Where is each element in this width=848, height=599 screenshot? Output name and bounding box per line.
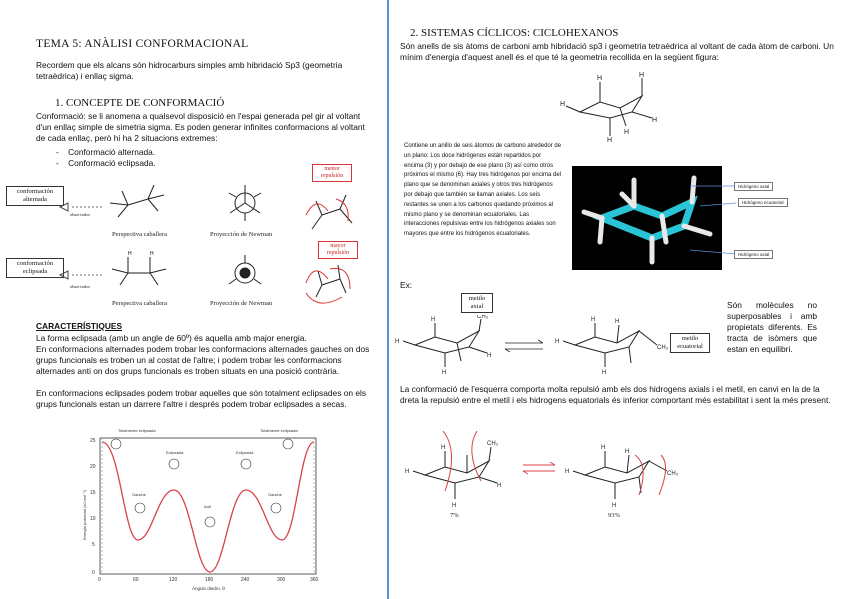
bullet-list bbox=[56, 147, 156, 169]
lower-repulsion-box: menor repulsión bbox=[312, 164, 352, 182]
svg-text:H: H bbox=[601, 445, 606, 451]
label-eclipsed: Eclipsada bbox=[166, 450, 184, 455]
spanish-description: Contiene un anillo de seis átomos de carbono alrededor de un plano: Los doce hidrógenos están repartidos por encima (3) y por debajo de ese plano (3) así como otros próximos el mismo (6). Hay tres hidrógenos por encima del plano que se denominan axiales y otros tres hidrógenos por debajo que también se llaman axiales. Los seis restantes se unen a los carbonos quedando próximos al mismo plano y se denominan ecuatoriales. Las interacciones repulsivas entre los hidrógenos axiales son mayores que entre los hidrógenos ecuatoriales. bbox=[404, 143, 562, 238]
svg-text:H: H bbox=[615, 319, 620, 325]
x-tick: 180 bbox=[205, 577, 214, 583]
svg-text:H: H bbox=[497, 483, 502, 489]
svg-text:H: H bbox=[452, 503, 457, 509]
svg-text:H: H bbox=[612, 503, 617, 509]
newman-icon bbox=[169, 459, 179, 469]
observer-label: observador bbox=[70, 212, 90, 217]
svg-text:H: H bbox=[441, 445, 446, 451]
svg-text:H: H bbox=[597, 75, 603, 82]
svg-text:H: H bbox=[487, 353, 492, 359]
newman-icon bbox=[205, 517, 215, 527]
svg-text:H: H bbox=[607, 137, 613, 142]
y-tick: 15 bbox=[90, 490, 96, 496]
x-tick: 240 bbox=[241, 577, 250, 583]
page-title: TEMA 5: ANÀLISI CONFORMACIONAL bbox=[36, 38, 249, 50]
label-eclipsed: Eclipsada bbox=[236, 450, 254, 455]
staggered-sawhorse bbox=[110, 185, 164, 217]
section1-heading: 1. CONCEPTE DE CONFORMACIÓ bbox=[55, 97, 225, 109]
axial-hydrogen-label: Hidrógeno axial bbox=[734, 182, 773, 191]
caballera-caption: Perspectiva caballera bbox=[112, 300, 168, 307]
intro-paragraph: Recordem que els alcans són hidrocarburs simples amb hibridació Sp3 (geometria tetraèdrica) i enllaç sigma. bbox=[36, 60, 343, 81]
svg-text:H: H bbox=[565, 469, 570, 475]
newman-icon bbox=[111, 439, 121, 449]
y-axis-ticks bbox=[90, 438, 96, 576]
y-tick: 10 bbox=[90, 516, 96, 522]
svg-text:H: H bbox=[150, 251, 154, 257]
characteristics-heading: CARACTERÍSTIQUES bbox=[36, 321, 123, 331]
percent-right: 93% bbox=[608, 512, 620, 519]
svg-text:H: H bbox=[602, 370, 607, 375]
x-tick: 0 bbox=[98, 577, 101, 583]
svg-text:H: H bbox=[624, 129, 630, 136]
label-gauche: Gauche bbox=[268, 492, 283, 497]
methylcyclohexane-equilibrium bbox=[395, 315, 695, 375]
svg-text:CH₃: CH₃ bbox=[657, 345, 669, 351]
axial-methyl-box: metilo axial bbox=[461, 293, 493, 313]
percent-left: 7% bbox=[450, 512, 459, 519]
svg-text:CH₃: CH₃ bbox=[477, 315, 489, 320]
svg-text:H: H bbox=[395, 339, 400, 345]
section2-paragraph: Són anells de sis àtoms de carboni amb hibridació sp3 i geometria tetraèdrica al voltant de cada àtom de carboni. Un mínim d'energia d'aquest anell és el que té la geometria recollida en la següent figura: bbox=[400, 41, 834, 62]
energy-diagram bbox=[80, 420, 325, 599]
eclipsed-label-box: conformación eclipsada bbox=[6, 258, 64, 278]
newman-caption: Proyección de Newman bbox=[210, 231, 273, 238]
newman-staggered bbox=[229, 185, 261, 221]
label-total-eclipsed: Totalmente eclipsada bbox=[260, 428, 298, 433]
x-axis-label: Ángulo diedro, θ bbox=[192, 586, 225, 591]
svg-text:H: H bbox=[591, 317, 596, 323]
equatorial-methyl-box: metilo ecuatorial bbox=[670, 333, 710, 353]
observer-label: observador bbox=[70, 284, 90, 289]
bullet-item: - Conformació eclipsada. bbox=[56, 158, 156, 168]
x-axis-ticks bbox=[98, 577, 319, 583]
eye-icon bbox=[60, 203, 68, 211]
column-divider bbox=[387, 0, 389, 599]
x-tick: 60 bbox=[133, 577, 139, 583]
staggered-3d-model bbox=[312, 195, 352, 229]
chair-cyclohexane bbox=[560, 72, 670, 142]
characteristics-p1: La forma eclipsada (amb un angle de 60º) és aquella amb major energia. bbox=[36, 333, 307, 343]
conformations-figure bbox=[0, 175, 385, 315]
x-tick: 120 bbox=[169, 577, 178, 583]
newman-icon bbox=[241, 459, 251, 469]
stability-conclusion: La conformació de l'esquerra comporta molta repulsió amb els dos hidrogens axials i el metil, en canvi en la de la dreta la repulsió entre el metil i els hidrogens equatorials és inferior comportant més estabilitat i sent la més present. bbox=[400, 384, 831, 405]
axial-hydrogen-label: Hidrógeno axial bbox=[734, 250, 773, 259]
svg-text:H: H bbox=[639, 72, 645, 79]
svg-text:CH₃: CH₃ bbox=[667, 471, 679, 477]
y-tick: 25 bbox=[90, 438, 96, 444]
newman-icon bbox=[271, 503, 281, 513]
section1-paragraph: Conformació: se li anomena a qualsevol disposició en l'espai generada pel gir al voltant d'un enllaç simple de simetria sigma. Es poden generar infinites conformacions al voltant de cada enllaç, però hi ha 2 situacions extremes: bbox=[36, 111, 365, 143]
x-tick: 360 bbox=[310, 577, 319, 583]
svg-text:H: H bbox=[560, 101, 566, 108]
bullet-item: - Conformació alternada. bbox=[56, 147, 156, 157]
y-axis-label: Energía potencial (kJ mol⁻¹) bbox=[82, 490, 87, 540]
svg-text:H: H bbox=[405, 469, 410, 475]
svg-text:CH₃: CH₃ bbox=[487, 441, 499, 447]
svg-text:H: H bbox=[652, 117, 658, 124]
staggered-label-box: conformación alternada bbox=[6, 186, 64, 206]
repulsion-comparison bbox=[405, 425, 685, 515]
example-label: Ex: bbox=[400, 280, 413, 290]
eye-icon bbox=[60, 271, 68, 279]
svg-text:H: H bbox=[128, 251, 132, 257]
x-tick: 300 bbox=[277, 577, 286, 583]
isomers-description: Són molècules no superposables i amb propietats diferents. Es tracta de isòmers que estan en equilibri. bbox=[727, 300, 817, 354]
characteristics-p2: En conformacions alternades podem trobar les conformacions alternades gauches on dos grups funcionals es troben un al costat de l'altre; i podem trobar les conformacions alternades anti on dos grups funcionals es troben situats en una posició contrària. bbox=[36, 344, 370, 376]
newman-icon bbox=[283, 439, 293, 449]
svg-text:H: H bbox=[625, 449, 630, 455]
section2-heading: 2. SISTEMAS CÍCLICOS: CICLOHEXANOS bbox=[410, 27, 619, 39]
svg-text:H: H bbox=[442, 370, 447, 375]
eclipsed-sawhorse bbox=[112, 257, 166, 285]
y-tick: 5 bbox=[92, 542, 95, 548]
newman-icon bbox=[135, 503, 145, 513]
newman-caption: Proyección de Newman bbox=[210, 300, 273, 307]
svg-text:H: H bbox=[555, 339, 560, 345]
label-gauche: Gauche bbox=[132, 492, 147, 497]
svg-text:H: H bbox=[431, 317, 436, 323]
equilibrium-arrows bbox=[505, 340, 543, 352]
y-tick: 0 bbox=[92, 570, 95, 576]
higher-repulsion-box: mayor repulsión bbox=[318, 241, 358, 259]
newman-eclipsed bbox=[229, 255, 261, 284]
model-leader-lines bbox=[690, 176, 740, 266]
characteristics-p3: En conformacions eclipsades podem trobar aquelles que són totalment eclipsades on els grups funcionals estan un darrere l'altre i després podem trobar eclipsades a secas. bbox=[36, 388, 367, 409]
y-tick: 20 bbox=[90, 464, 96, 470]
caballera-caption: Perspectiva caballera bbox=[112, 231, 168, 238]
label-total-eclipsed: Totalmente eclipsada bbox=[118, 428, 156, 433]
label-anti: Anti bbox=[204, 504, 211, 509]
equatorial-hydrogen-label: Hidrógeno ecuatorial bbox=[738, 198, 788, 207]
